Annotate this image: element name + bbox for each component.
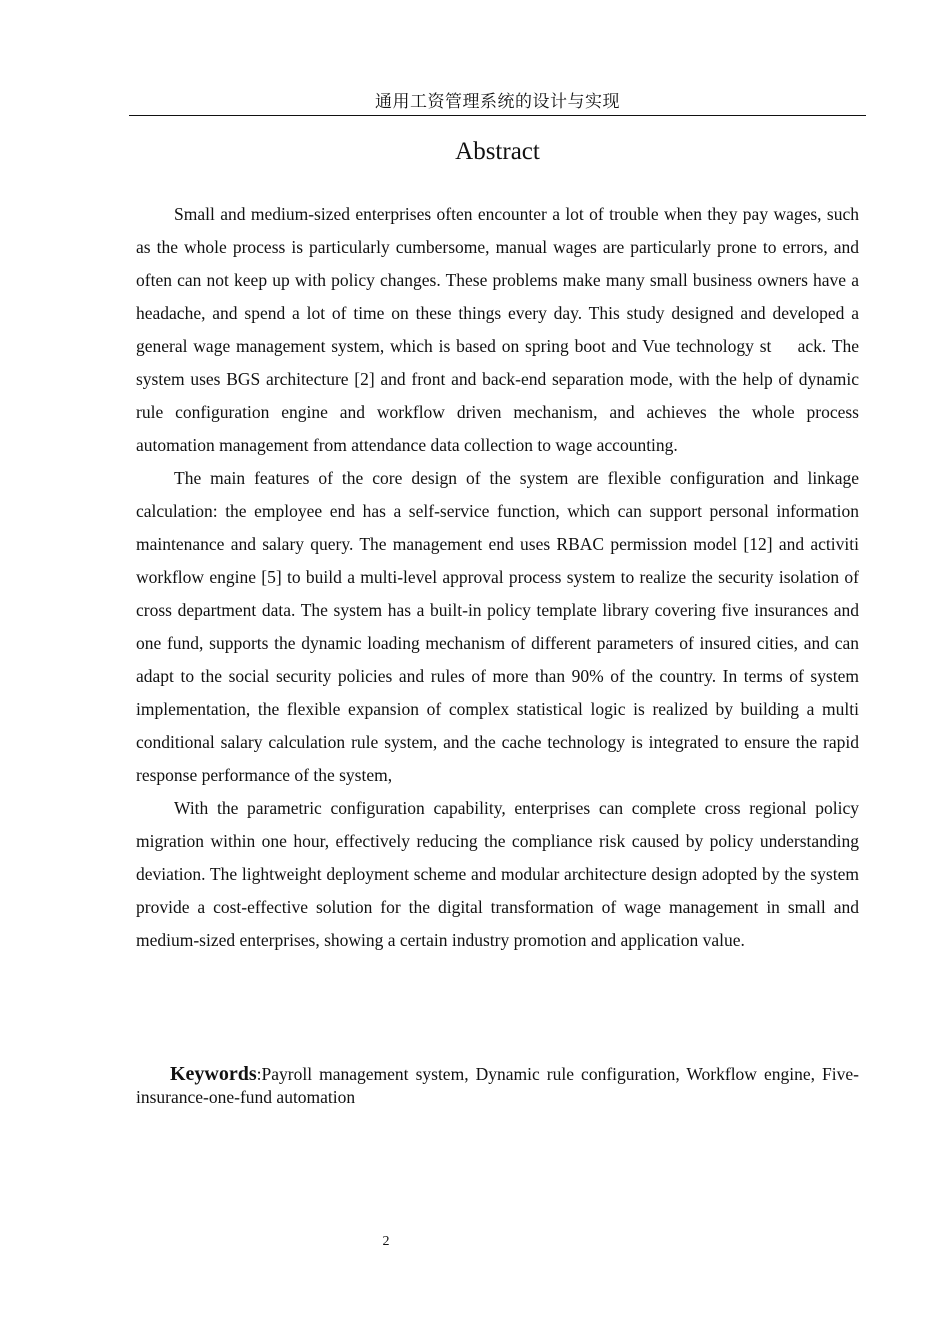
keywords-line [136, 1063, 859, 1109]
header-rule [129, 115, 866, 116]
abstract-paragraph-1: Small and medium-sized enterprises often encounter a lot of trouble when they pay wages, such as the whole process is particularly cumbersome, manual wages are particularly prone to errors, and often can not keep up with policy changes. These problems make many small business owners have a headache, and spend a lot of time on these things every day. This study designed and developed a general wage management system, which is based on spring boot and Vue technology st ack. The system uses BGS architecture [2] and front and back-end separation mode, with the help of dynamic rule configuration engine and workflow driven mechanism, and achieves the whole process automation management from attendance data collection to wage accounting. [136, 204, 859, 455]
abstract-title: Abstract [455, 138, 540, 165]
abstract-body [136, 198, 859, 957]
keywords-text: :Payroll management system, Dynamic rule configuration, Workflow engine, Five-insurance-one-fund automation [136, 1064, 859, 1107]
abstract-paragraph-3: With the parametric configuration capability, enterprises can complete cross regional policy migration within one hour, effectively reducing the compliance risk caused by policy understanding deviation. The lightweight deployment scheme and modular architecture design adopted by the system provide a cost-effective solution for the digital transformation of wage management in small and medium-sized enterprises, showing a certain industry promotion and application value. [136, 798, 859, 950]
abstract-paragraph-2: The main features of the core design of the system are flexible configuration and linkage calculation: the employee end has a self-service function, which can support personal information maintenance and salary query. The management end uses RBAC permission model [12] and activiti workflow engine [5] to build a multi-level approval process system to realize the security isolation of cross department data. The system has a built-in policy template library covering five insurances and one fund, supports the dynamic loading mechanism of different parameters of insured cities, and can adapt to the social security policies and rules of more than 90% of the country. In terms of system implementation, the flexible expansion of complex statistical logic is realized by building a multi conditional salary calculation rule system, and the cache technology is integrated to ensure the rapid response performance of the system, [136, 468, 859, 785]
keywords-label: Keywords [170, 1063, 257, 1085]
page-number: 2 [382, 1234, 390, 1249]
running-header: 通用工资管理系统的设计与实现 [375, 92, 620, 112]
